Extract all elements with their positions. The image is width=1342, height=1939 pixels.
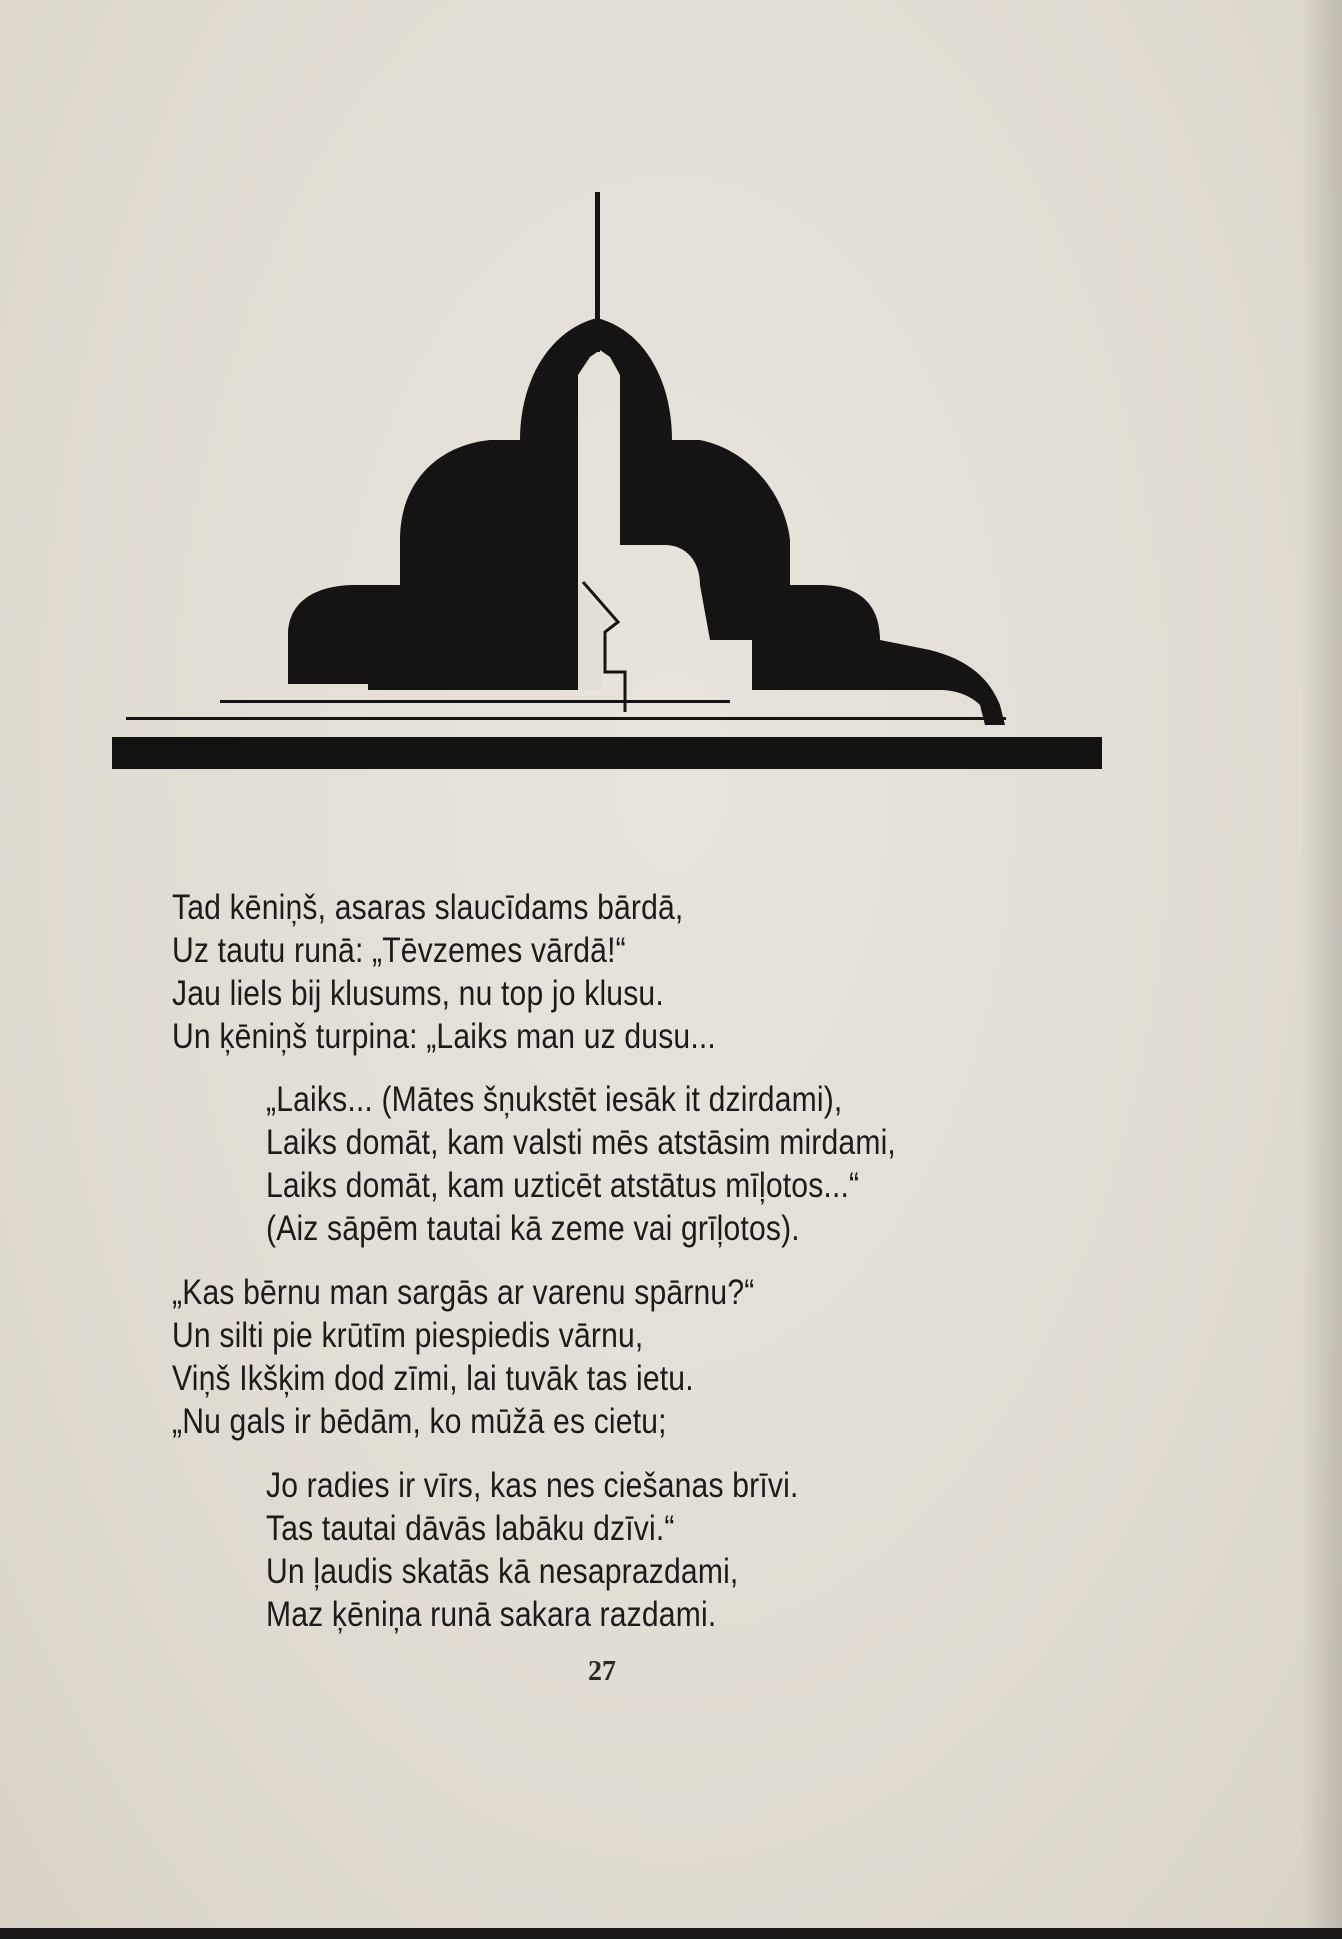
poem-line: Un ļaudis skatās kā nesaprazdami,: [266, 1552, 739, 1591]
poem-line: Jo radies ir vīrs, kas nes ciešanas brīvi.: [266, 1466, 799, 1505]
poem-line: Viņš Ikšķim dod zīmi, lai tuvāk tas ietu.: [172, 1359, 694, 1398]
poem-line: Laiks domāt, kam valsti mēs atstāsim mirdami,: [266, 1123, 896, 1162]
poem-line: Laiks domāt, kam uzticēt atstātus mīļotos...“: [266, 1166, 860, 1205]
poem-line: Uz tautu runā: „Tēvzemes vārdā!“: [172, 931, 626, 970]
page-edge-shadow: [1302, 0, 1342, 1928]
page-number: 27: [588, 1656, 616, 1687]
poem-line: „Kas bērnu man sargās ar varenu spārnu?“: [172, 1273, 755, 1312]
poem-line: (Aiz sāpēm tautai kā zeme vai grīļotos).: [266, 1209, 800, 1248]
poem-line: Tas tautai dāvās labāku dzīvi.“: [266, 1509, 675, 1548]
scan-bottom-edge: [0, 1928, 1342, 1939]
poem-line: Jau liels bij klusums, nu top jo klusu.: [172, 974, 664, 1013]
poem-line: Un ķēniņš turpina: „Laiks man uz dusu...: [172, 1017, 716, 1056]
poem-line: Un silti pie krūtīm piespiedis vārnu,: [172, 1316, 644, 1355]
poem-line: „Laiks... (Mātes šņukstēt iesāk it dzirdami),: [266, 1080, 843, 1119]
poem-line: Maz ķēniņa runā sakara razdami.: [266, 1595, 717, 1634]
poem-line: „Nu gals ir bēdām, ko mūžā es cietu;: [172, 1402, 667, 1441]
poem-line: Tad kēniņš, asaras slaucīdams bārdā,: [172, 888, 684, 927]
